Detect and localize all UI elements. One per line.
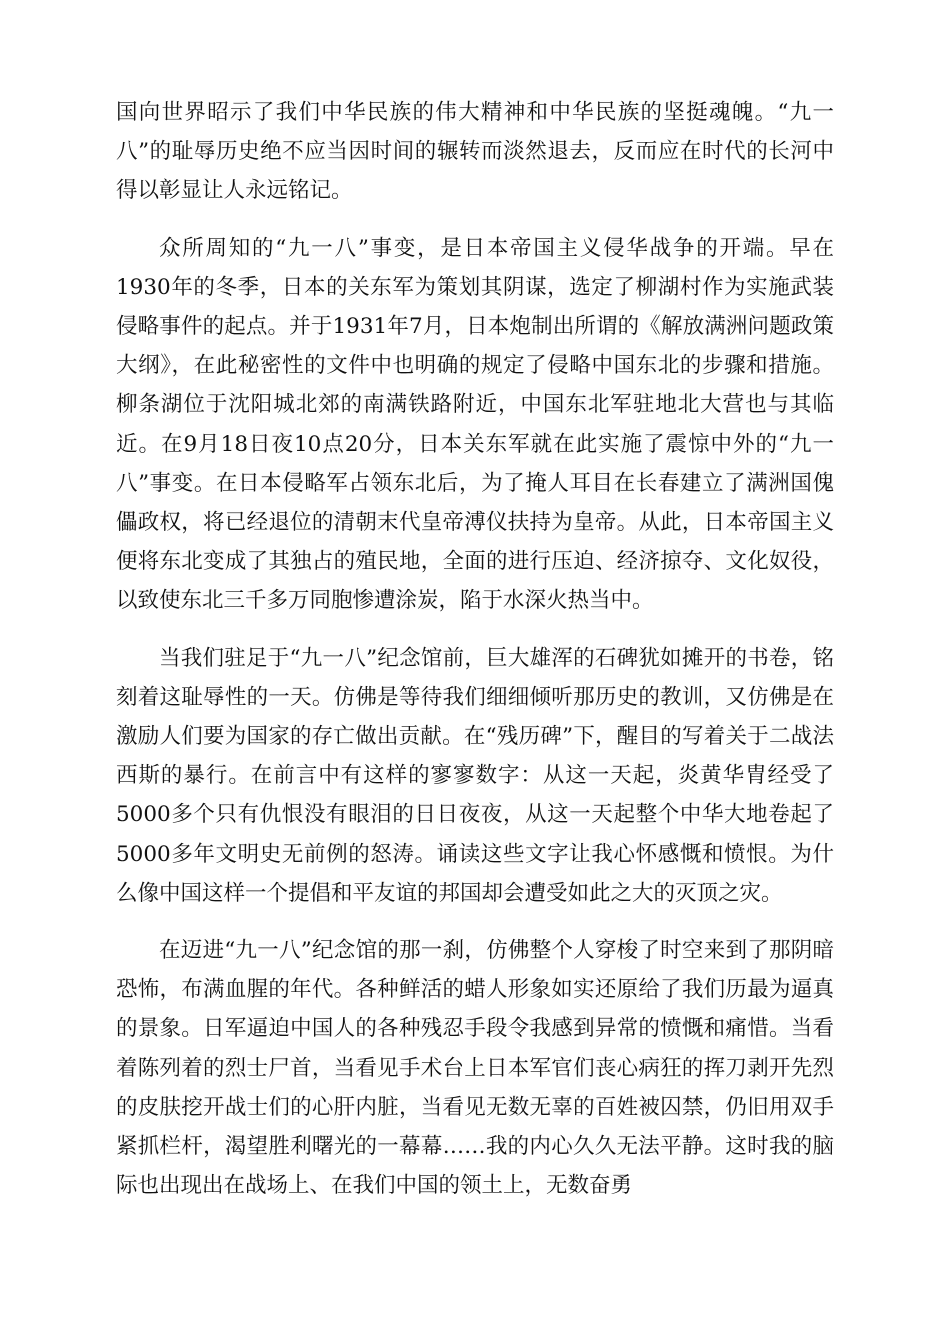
paragraph-1: 国向世界昭示了我们中华民族的伟大精神和中华民族的坚挺魂魄。“九一八”的耻辱历史绝不应当因时间的辗转而淡然退去，反而应在时代的长河中得以彰显让人永远铭记。 — [116, 100, 834, 204]
paragraph-4: 在迈进“九一八”纪念馆的那一刹，仿佛整个人穿梭了时空来到了那阴暗恐怖，布满血腥的年代。各种鲜活的蜡人形象如实还原给了我们历最为逼真的景象。日军逼迫中国人的各种残忍手段令我感到异常的愤慨和痛惜。当看着陈列着的烈士尸首，当看见手术台上日本军官们丧心病狂的挥刀剥开先烈的皮肤挖开战士们的心肝内脏，当看见无数无辜的百姓被囚禁，仍旧用双手紧抓栏杆，渴望胜利曙光的一幕幕……我的内心久久无法平静。这时我的脑际也出现出在战场上、在我们中国的领土上，无数奋勇 — [116, 938, 834, 1199]
paragraph-2: 众所周知的“九一八”事变，是日本帝国主义侵华战争的开端。早在1930年的冬季，日本的关东军为策划其阴谋，选定了柳湖村作为实施武装侵略事件的起点。并于1931年7月，日本炮制出所谓的《解放满洲问题政策大纲》，在此秘密性的文件中也明确的规定了侵略中国东北的步骤和措施。柳条湖位于沈阳城北郊的南满铁路附近，中国东北军驻地北大营也与其临近。在9月18日夜10点20分，日本关东军就在此实施了震惊中外的“九一八”事变。在日本侵略军占领东北后，为了掩人耳目在长春建立了满洲国傀儡政权，将已经退位的清朝末代皇帝溥仪扶持为皇帝。从此，日本帝国主义便将东北变成了其独占的殖民地，全面的进行压迫、经济掠夺、文化奴役，以致使东北三千多万同胞惨遭涂炭，陷于水深火热当中。 — [116, 235, 834, 614]
document-body — [116, 93, 834, 1223]
paragraph-3: 当我们驻足于“九一八”纪念馆前，巨大雄浑的石碑犹如摊开的书卷，铭刻着这耻辱性的一天。仿佛是等待我们细细倾听那历史的教训，又仿佛是在激励人们要为国家的存亡做出贡献。在“残历碑”下，醒目的写着关于二战法西斯的暴行。在前言中有这样的寥寥数字：从这一天起，炎黄华胄经受了5000多个只有仇恨没有眼泪的日日夜夜，从这一天起整个中华大地卷起了5000多年文明史无前例的怒涛。诵读这些文字让我心怀感慨和愤恨。为什么像中国这样一个提倡和平友谊的邦国却会遭受如此之大的灭顶之灾。 — [116, 645, 834, 906]
